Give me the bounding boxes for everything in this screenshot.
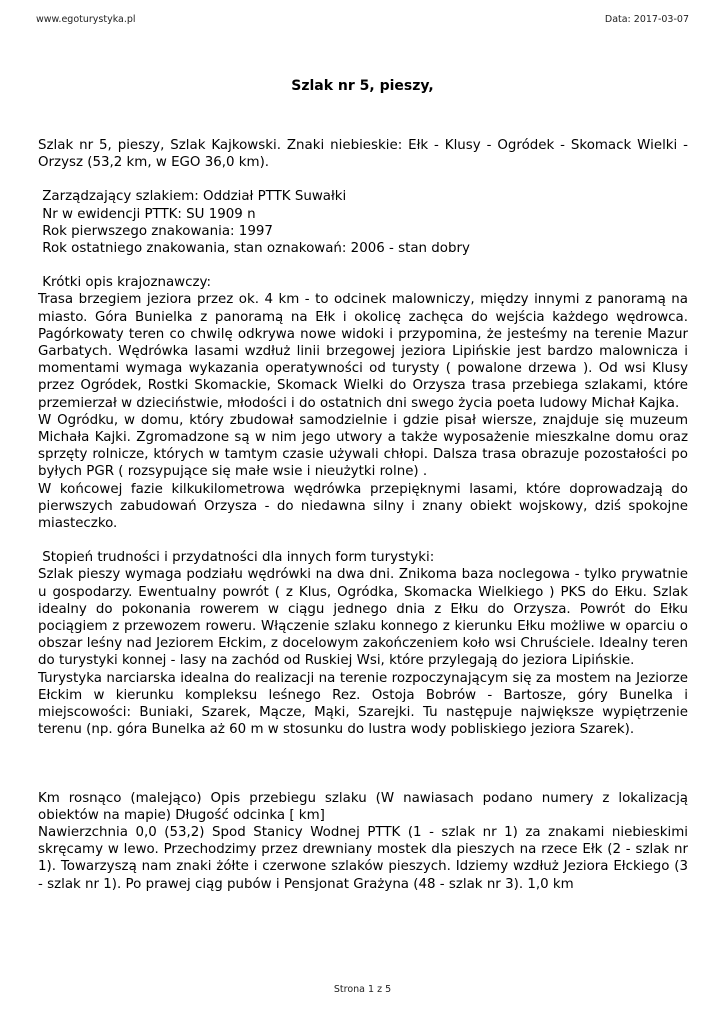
route-legend: Km rosnąco (malejąco) Opis przebiegu szlaku (W nawiasach podano numery z lokalizacją obiektów na mapie) Długość odcinka [ km]	[38, 790, 688, 823]
first-marking-year: Rok pierwszego znakowania: 1997	[38, 223, 273, 239]
description-paragraph: W końcowej fazie kilkukilometrowa wędrówka przepięknymi lasami, które doprowadzają do pierwszych zabudowań Orzysza - do niedawna silny i znany obiekt wojskowy, dziś spokojne miasteczko.	[38, 481, 688, 532]
admin-info	[38, 188, 688, 257]
route-paragraph: Nawierzchnia 0,0 (53,2) Spod Stanicy Wodnej PTTK (1 - szlak nr 1) za znakami niebieskimi skręcamy w lewo. Przechodzimy przez drewniany mostek dla pieszych na rzece Ełk (2 - szlak nr 1). Towarzyszą nam znaki żółte i czerwone szlaków pieszych. Idziemy wzdłuż Jeziora Ełckiego (3 - szlak nr 1). Po prawej ciąg pubów i Pensjonat Grażyna (48 - szlak nr 3). 1,0 km	[38, 824, 688, 892]
description-section	[38, 274, 688, 532]
document-body	[38, 137, 688, 893]
last-marking-year: Rok ostatniego znakowania, stan oznakowań: 2006 - stan dobry	[38, 241, 470, 257]
intro-paragraph: Szlak nr 5, pieszy, Szlak Kajkowski. Znaki niebieskie: Ełk - Klusy - Ogródek - Skomack Wielki - Orzysz (53,2 km, w EGO 36,0 km).	[38, 138, 688, 171]
trail-manager: Zarządzający szlakiem: Oddział PTTK Suwałki	[38, 189, 347, 205]
registry-number: Nr w ewidencji PTTK: SU 1909 n	[38, 206, 256, 222]
difficulty-paragraph: Turystyka narciarska idealna do realizacji na terenie rozpoczynającym się za mostem na Jeziorze Ełckim w kierunku kompleksu leśnego Rez. Ostoja Bobrów - Bartosze, góry Bunelka i miejscowości: Buniaki, Szarek, Mącze, Mąki, Szarejki. Tu następuje największe wypiętrzenie terenu (np. góra Bunelka aż 60 m w stosunku do lustra wody pobliskiego jeziora Szarek).	[38, 670, 688, 738]
print-date: Data: 2017-03-07	[604, 14, 689, 25]
difficulty-section	[38, 549, 688, 738]
site-url[interactable]: www.egoturystyka.pl	[36, 14, 136, 25]
description-paragraph: Trasa brzegiem jeziora przez ok. 4 km - to odcinek malowniczy, między innymi z panoramą na miasto. Góra Bunielka z panoramą na Ełk i okolicę zachęca do wejścia każdego wędrowca. Pagórkowaty teren co chwilę odkrywa nowe widoki i przypomina, że jesteśmy na terenie Mazur Garbatych. Wędrówka lasami wzdłuż linii brzegowej jeziora Lipińskie jest bardzo malownicza i momentami wymaga wykazania operatywności od turysty ( powalone drzewa ). Od wsi Klusy przez Ogródek, Rostki Skomackie, Skomack Wielki do Orzysza trasa przebiega szlakami, które przemierzał w dzieciństwie, młodości i do ostatnich dni swego życia poeta ludowy Michał Kajka.	[38, 292, 688, 411]
description-heading: Krótki opis krajoznawczy:	[38, 275, 211, 291]
difficulty-paragraph: Szlak pieszy wymaga podziału wędrówki na dwa dni. Znikoma baza noclegowa - tylko prywatnie u gospodarzy. Ewentualny powrót ( z Klus, Ogródka, Skomacka Wielkiego ) PKS do Ełku. Szlak idealny do pokonania rowerem w ciągu jednego dnia z Ełku do Orzysza. Powrót do Ełku pociągiem z przewozem roweru. Włączenie szlaku konnego z kierunku Ełku możliwe w oparciu o obszar leśny nad Jeziorem Ełckim, z docelowym zakończeniem koło wsi Chruściele. Idealny teren do turystyki konnej - lasy na zachód od Ruskiej Wsi, które przylegają do jeziora Lipińskie.	[38, 567, 688, 669]
difficulty-heading: Stopień trudności i przydatności dla innych form turystyki:	[38, 550, 435, 566]
route-section	[38, 790, 688, 893]
page-title: Szlak nr 5, pieszy,	[291, 78, 434, 94]
description-paragraph: W Ogródku, w domu, który zbudował samodzielnie i gdzie pisał wiersze, znajduje się muzeum Michała Kajki. Zgromadzone są w nim jego utwory a także wyposażenie mieszkalne domu oraz sprzęty rolnicze, których w tamtym czasie używali chłopi. Dalsza trasa obrazuje pozostałości po byłych PGR ( rozsypujące się małe wsie i nieużytki rolne) .	[38, 412, 688, 480]
page-number: Strona 1 z 5	[333, 984, 392, 995]
